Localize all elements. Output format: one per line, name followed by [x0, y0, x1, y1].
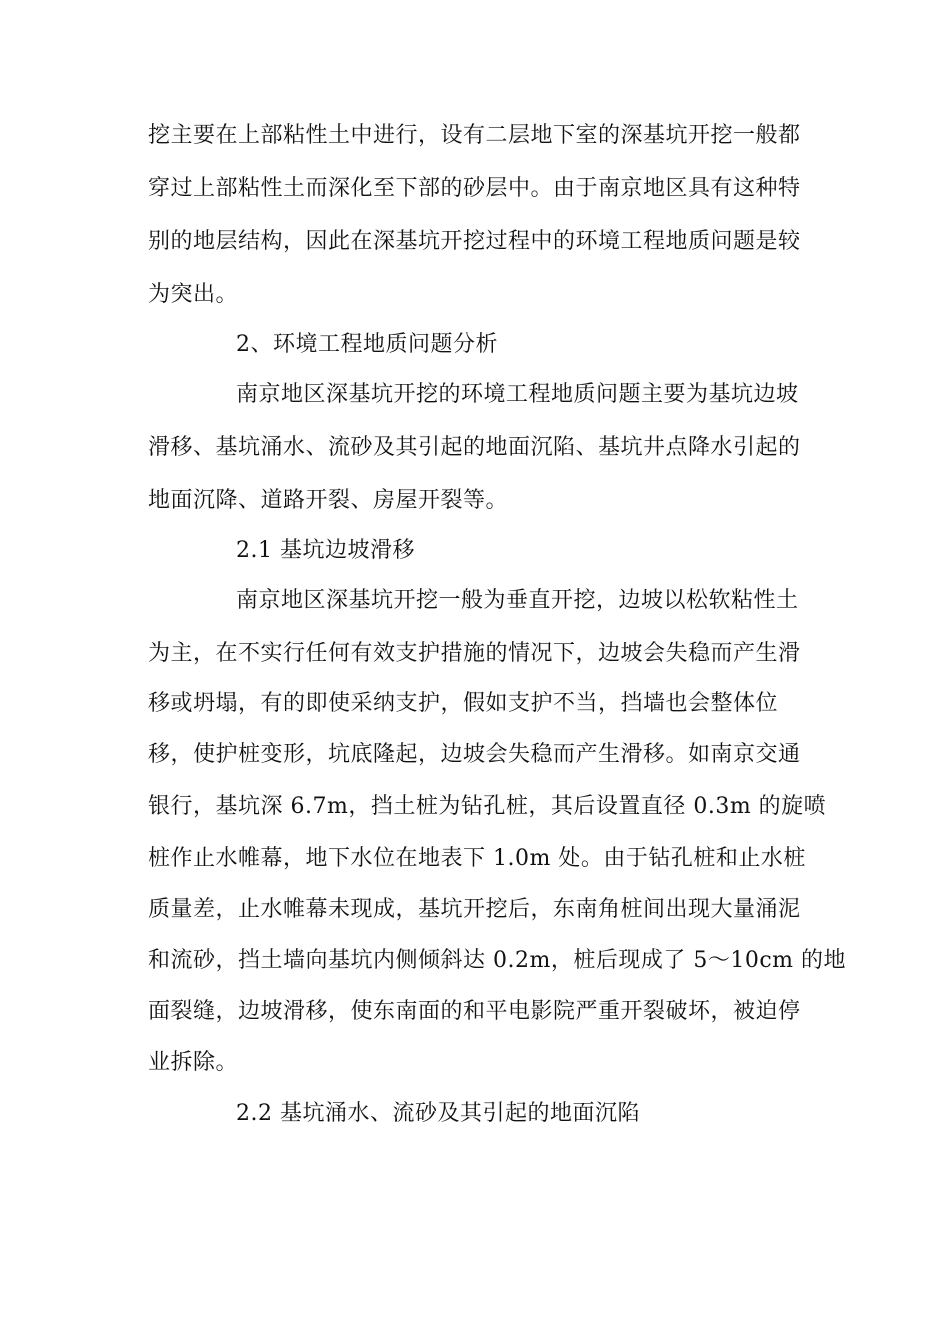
paragraph-line: 移，使护桩变形，坑底隆起，边坡会失稳而产生滑移。如南京交通 — [148, 742, 801, 767]
paragraph-line: 面裂缝，边坡滑移，使东南面的和平电影院严重开裂破坏，被迫停 — [148, 999, 801, 1024]
paragraph-line: 移或坍塌，有的即使采纳支护，假如支护不当，挡墙也会整体位 — [148, 691, 779, 716]
paragraph-line: 穿过上部粘性土而深化至下部的砂层中。由于南京地区具有这种特 — [148, 176, 801, 201]
paragraph-line: 别的地层结构，因此在深基坑开挖过程中的环境工程地质问题是较 — [148, 229, 801, 254]
paragraph-line: 为突出。 — [148, 282, 239, 307]
paragraph-line: 为主，在不实行任何有效支护措施的情况下，边坡会失稳而产生滑 — [148, 641, 801, 666]
paragraph-line: 南京地区深基坑开挖一般为垂直开挖，边坡以松软粘性土 — [236, 588, 799, 613]
paragraph-line: 地面沉降、道路开裂、房屋开裂等。 — [148, 488, 509, 513]
subsection-heading: 2.2 基坑涌水、流砂及其引起的地面沉陷 — [236, 1101, 640, 1126]
paragraph-line: 南京地区深基坑开挖的环境工程地质问题主要为基坑边坡 — [236, 382, 799, 407]
paragraph-line: 桩作止水帷幕，地下水位在地表下 1.0m 处。由于钻孔桩和止水桩 — [148, 846, 806, 871]
paragraph-line: 质量差，止水帷幕未现成，基坑开挖后，东南角桩间出现大量涌泥 — [148, 897, 801, 922]
paragraph-line: 银行，基坑深 6.7m，挡土桩为钻孔桩，其后设置直径 0.3m 的旋喷 — [148, 794, 827, 819]
subsection-heading: 2.1 基坑边坡滑移 — [236, 538, 415, 563]
paragraph-line: 滑移、基坑涌水、流砂及其引起的地面沉陷、基坑井点降水引起的 — [148, 435, 801, 460]
section-heading: 2、环境工程地质问题分析 — [236, 332, 498, 357]
paragraph-line: 业拆除。 — [148, 1050, 239, 1075]
paragraph-line: 挖主要在上部粘性土中进行，设有二层地下室的深基坑开挖一般都 — [148, 123, 801, 148]
paragraph-line: 和流砂，挡土墙向基坑内侧倾斜达 0.2m，桩后现成了 5～10cm 的地 — [148, 948, 847, 973]
